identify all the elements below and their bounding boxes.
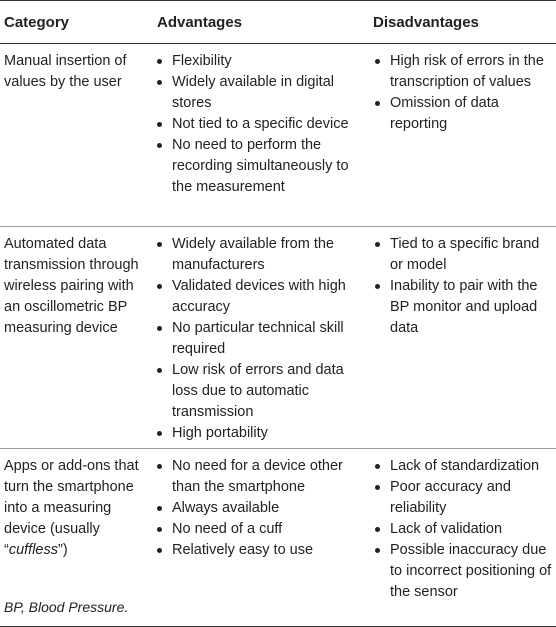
bullet-icon (157, 464, 162, 469)
list-item: High risk of errors in the transcription of values (370, 51, 556, 93)
list-item: Possible inaccuracy due to incorrect positioning of the sensor (370, 540, 556, 603)
bullet-icon (157, 326, 162, 331)
list-item: Flexibility (152, 51, 370, 72)
bullet-icon (375, 485, 380, 490)
disadvantages-cell (370, 227, 556, 449)
list-item: Lack of validation (370, 519, 556, 540)
bullet-icon (157, 122, 162, 127)
category-cell (0, 227, 152, 449)
table-row (0, 227, 556, 449)
list-item: High portability (152, 423, 370, 444)
category-emphasis: cuffless (8, 542, 59, 558)
advantages-list (152, 51, 370, 198)
bullet-icon (157, 284, 162, 289)
list-item: No need of a cuff (152, 519, 370, 540)
list-item: Tied to a specific brand or model (370, 234, 556, 276)
list-item: Inability to pair with the BP monitor and upload data (370, 276, 556, 339)
bullet-icon (375, 59, 380, 64)
advantages-list (152, 456, 370, 561)
bullet-icon (375, 101, 380, 106)
header-disadvantages: Disadvantages (373, 14, 479, 31)
list-item: Validated devices with high accuracy (152, 276, 370, 318)
bullet-icon (375, 464, 380, 469)
list-item: No need to perform the recording simultaneously to the measurement (152, 135, 370, 198)
header-category: Category (4, 14, 70, 31)
list-item: Low risk of errors and data loss due to automatic transmission (152, 360, 370, 423)
disadvantages-cell (370, 449, 556, 627)
category-cell (0, 44, 152, 227)
category-text: Apps or add-ons that turn the smartphone into a measuring device (usually “ (4, 458, 139, 558)
bullet-icon (157, 143, 162, 148)
bullet-icon (157, 59, 162, 64)
advantages-cell (152, 44, 370, 227)
table-footnote: BP, Blood Pressure. (4, 599, 129, 615)
list-item: Relatively easy to use (152, 540, 370, 561)
list-item: Poor accuracy and reliability (370, 477, 556, 519)
list-item: Always available (152, 498, 370, 519)
header-row (0, 1, 556, 44)
advantages-list (152, 234, 370, 444)
advantages-cell (152, 449, 370, 627)
header-advantages: Advantages (157, 14, 243, 31)
disadvantages-list (370, 51, 556, 135)
category-text: Manual insertion of values by the user (4, 53, 127, 90)
advantages-cell (152, 227, 370, 449)
category-tail: ”) (58, 542, 68, 558)
bullet-icon (157, 506, 162, 511)
bullet-icon (157, 548, 162, 553)
table-row (0, 44, 556, 227)
disadvantages-list (370, 456, 556, 603)
list-item: Not tied to a specific device (152, 114, 370, 135)
disadvantages-list (370, 234, 556, 339)
bullet-icon (157, 527, 162, 532)
list-item: Omission of data reporting (370, 93, 556, 135)
bullet-icon (157, 80, 162, 85)
bullet-icon (157, 242, 162, 247)
list-item: Widely available from the manufacturers (152, 234, 370, 276)
bullet-icon (375, 284, 380, 289)
bullet-icon (157, 368, 162, 373)
list-item: Lack of standardization (370, 456, 556, 477)
category-text: Automated data transmission through wireless pairing with an oscillometric BP measuring device (4, 236, 139, 336)
bullet-icon (375, 548, 380, 553)
bullet-icon (157, 431, 162, 436)
bullet-icon (375, 242, 380, 247)
list-item: No particular technical skill required (152, 318, 370, 360)
list-item: No need for a device other than the smartphone (152, 456, 370, 498)
list-item: Widely available in digital stores (152, 72, 370, 114)
bullet-icon (375, 527, 380, 532)
disadvantages-cell (370, 44, 556, 227)
